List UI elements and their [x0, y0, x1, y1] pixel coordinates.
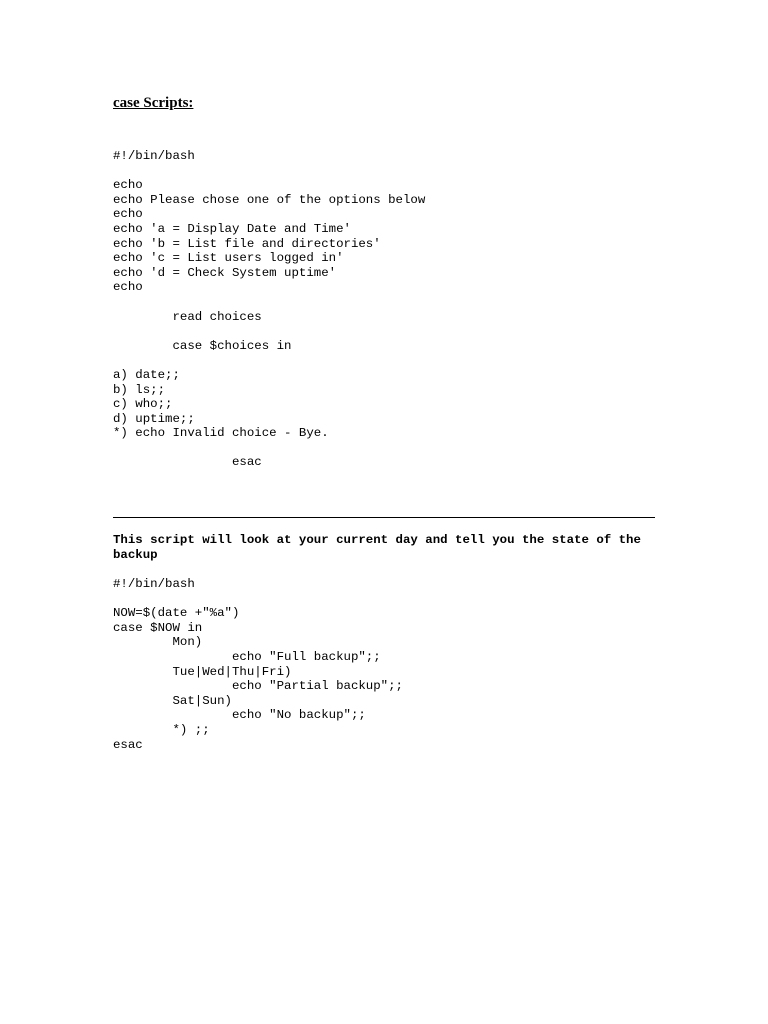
code-line: case $choices in	[113, 338, 292, 353]
code-line: echo 'c = List users logged in'	[113, 251, 344, 266]
code-line	[113, 295, 425, 310]
code-line: echo 'd = Check System uptime'	[113, 265, 337, 280]
code-line: a) date;;	[113, 367, 180, 382]
code-line: echo Please chose one of the options below	[113, 192, 426, 207]
code-line	[113, 353, 425, 368]
code-line: echo	[113, 280, 143, 295]
code-line: Sat|Sun)	[113, 693, 232, 708]
code-line	[113, 441, 425, 456]
code-line	[113, 592, 403, 607]
code-line: echo 'a = Display Date and Time'	[113, 221, 351, 236]
code-line: *) echo Invalid choice - Bye.	[113, 426, 329, 441]
section-heading: case Scripts:	[113, 95, 194, 111]
code-line: *) ;;	[113, 722, 210, 737]
code-line: Mon)	[113, 635, 203, 650]
code-line	[113, 324, 425, 339]
code-line: esac	[113, 455, 262, 470]
code-block-backup-case	[113, 577, 403, 752]
code-line: Tue|Wed|Thu|Fri)	[113, 664, 292, 679]
code-line: b) ls;;	[113, 382, 166, 397]
code-line: #!/bin/bash	[113, 149, 195, 163]
code-line: NOW=$(date +"%a")	[113, 606, 240, 621]
code-line	[113, 164, 425, 179]
code-line: echo "No backup";;	[113, 708, 366, 723]
code-line: echo "Full backup";;	[113, 649, 381, 664]
script-description: This script will look at your current day and tell you the state of the backup	[113, 533, 641, 562]
code-line: #!/bin/bash	[113, 577, 195, 591]
code-line: case $NOW in	[113, 620, 203, 635]
code-line: echo	[113, 178, 143, 193]
code-line: echo "Partial backup";;	[113, 679, 403, 694]
code-line: d) uptime;;	[113, 411, 195, 426]
code-line: read choices	[113, 309, 262, 324]
code-line: echo	[113, 207, 143, 222]
code-line: esac	[113, 737, 143, 752]
code-block-case-menu	[113, 149, 425, 470]
section-divider	[113, 517, 655, 518]
code-line: c) who;;	[113, 397, 173, 412]
code-line: echo 'b = List file and directories'	[113, 236, 381, 251]
